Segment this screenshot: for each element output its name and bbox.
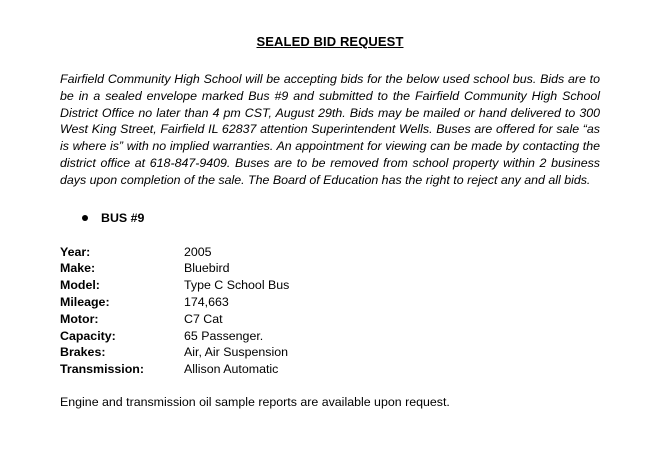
intro-paragraph: Fairfield Community High School will be accepting bids for the below used school bus. Bids are to be in a sealed envelope marked Bus #9 and submitted to the Fairfield Community High School District Office no later than 4 pm CST, August 29th. Bids may be mailed or hand delivered to 300 West King Street, Fairfield IL 62837 attention Superintendent Wells. Buses are offered for sale “as is where is” with no implied warranties. An appointment for viewing can be made by contacting the district office at 618-847-9409. Buses are to be removed from school property within 2 business days upon completion of the sale. The Board of Education has the right to reject any and all bids. — [60, 72, 600, 187]
spec-label: Capacity: — [60, 328, 116, 343]
spec-value: Air, Air Suspension — [184, 345, 289, 360]
spec-row-motor — [60, 311, 600, 328]
document-page — [60, 34, 600, 410]
spec-value: Bluebird — [184, 261, 230, 276]
spec-label: Model: — [60, 278, 100, 293]
spec-row-model — [60, 277, 600, 294]
spec-list — [60, 244, 600, 378]
footer-note: Engine and transmission oil sample reports are available upon request. — [60, 394, 450, 409]
document-title: SEALED BID REQUEST — [256, 34, 404, 49]
spec-label: Transmission: — [60, 362, 145, 377]
spec-label: Motor: — [60, 311, 99, 326]
spec-value: Allison Automatic — [184, 362, 279, 377]
spec-row-year — [60, 244, 600, 261]
bus-label: BUS #9 — [101, 210, 145, 225]
spec-label: Make: — [60, 261, 96, 276]
spec-label: Mileage: — [60, 294, 110, 309]
spec-value: 174,663 — [184, 294, 229, 309]
bus-bullet — [60, 210, 600, 226]
spec-row-transmission — [60, 361, 600, 378]
spec-row-mileage — [60, 294, 600, 311]
spec-value: 2005 — [184, 244, 212, 259]
spec-label: Year: — [60, 244, 91, 259]
spec-row-brakes — [60, 344, 600, 361]
spec-row-capacity — [60, 328, 600, 345]
spec-label: Brakes: — [60, 345, 106, 360]
spec-value: Type C School Bus — [184, 278, 290, 293]
bullet-icon — [82, 215, 88, 221]
spec-value: C7 Cat — [184, 311, 223, 326]
spec-row-make — [60, 260, 600, 277]
spec-value: 65 Passenger. — [184, 328, 264, 343]
